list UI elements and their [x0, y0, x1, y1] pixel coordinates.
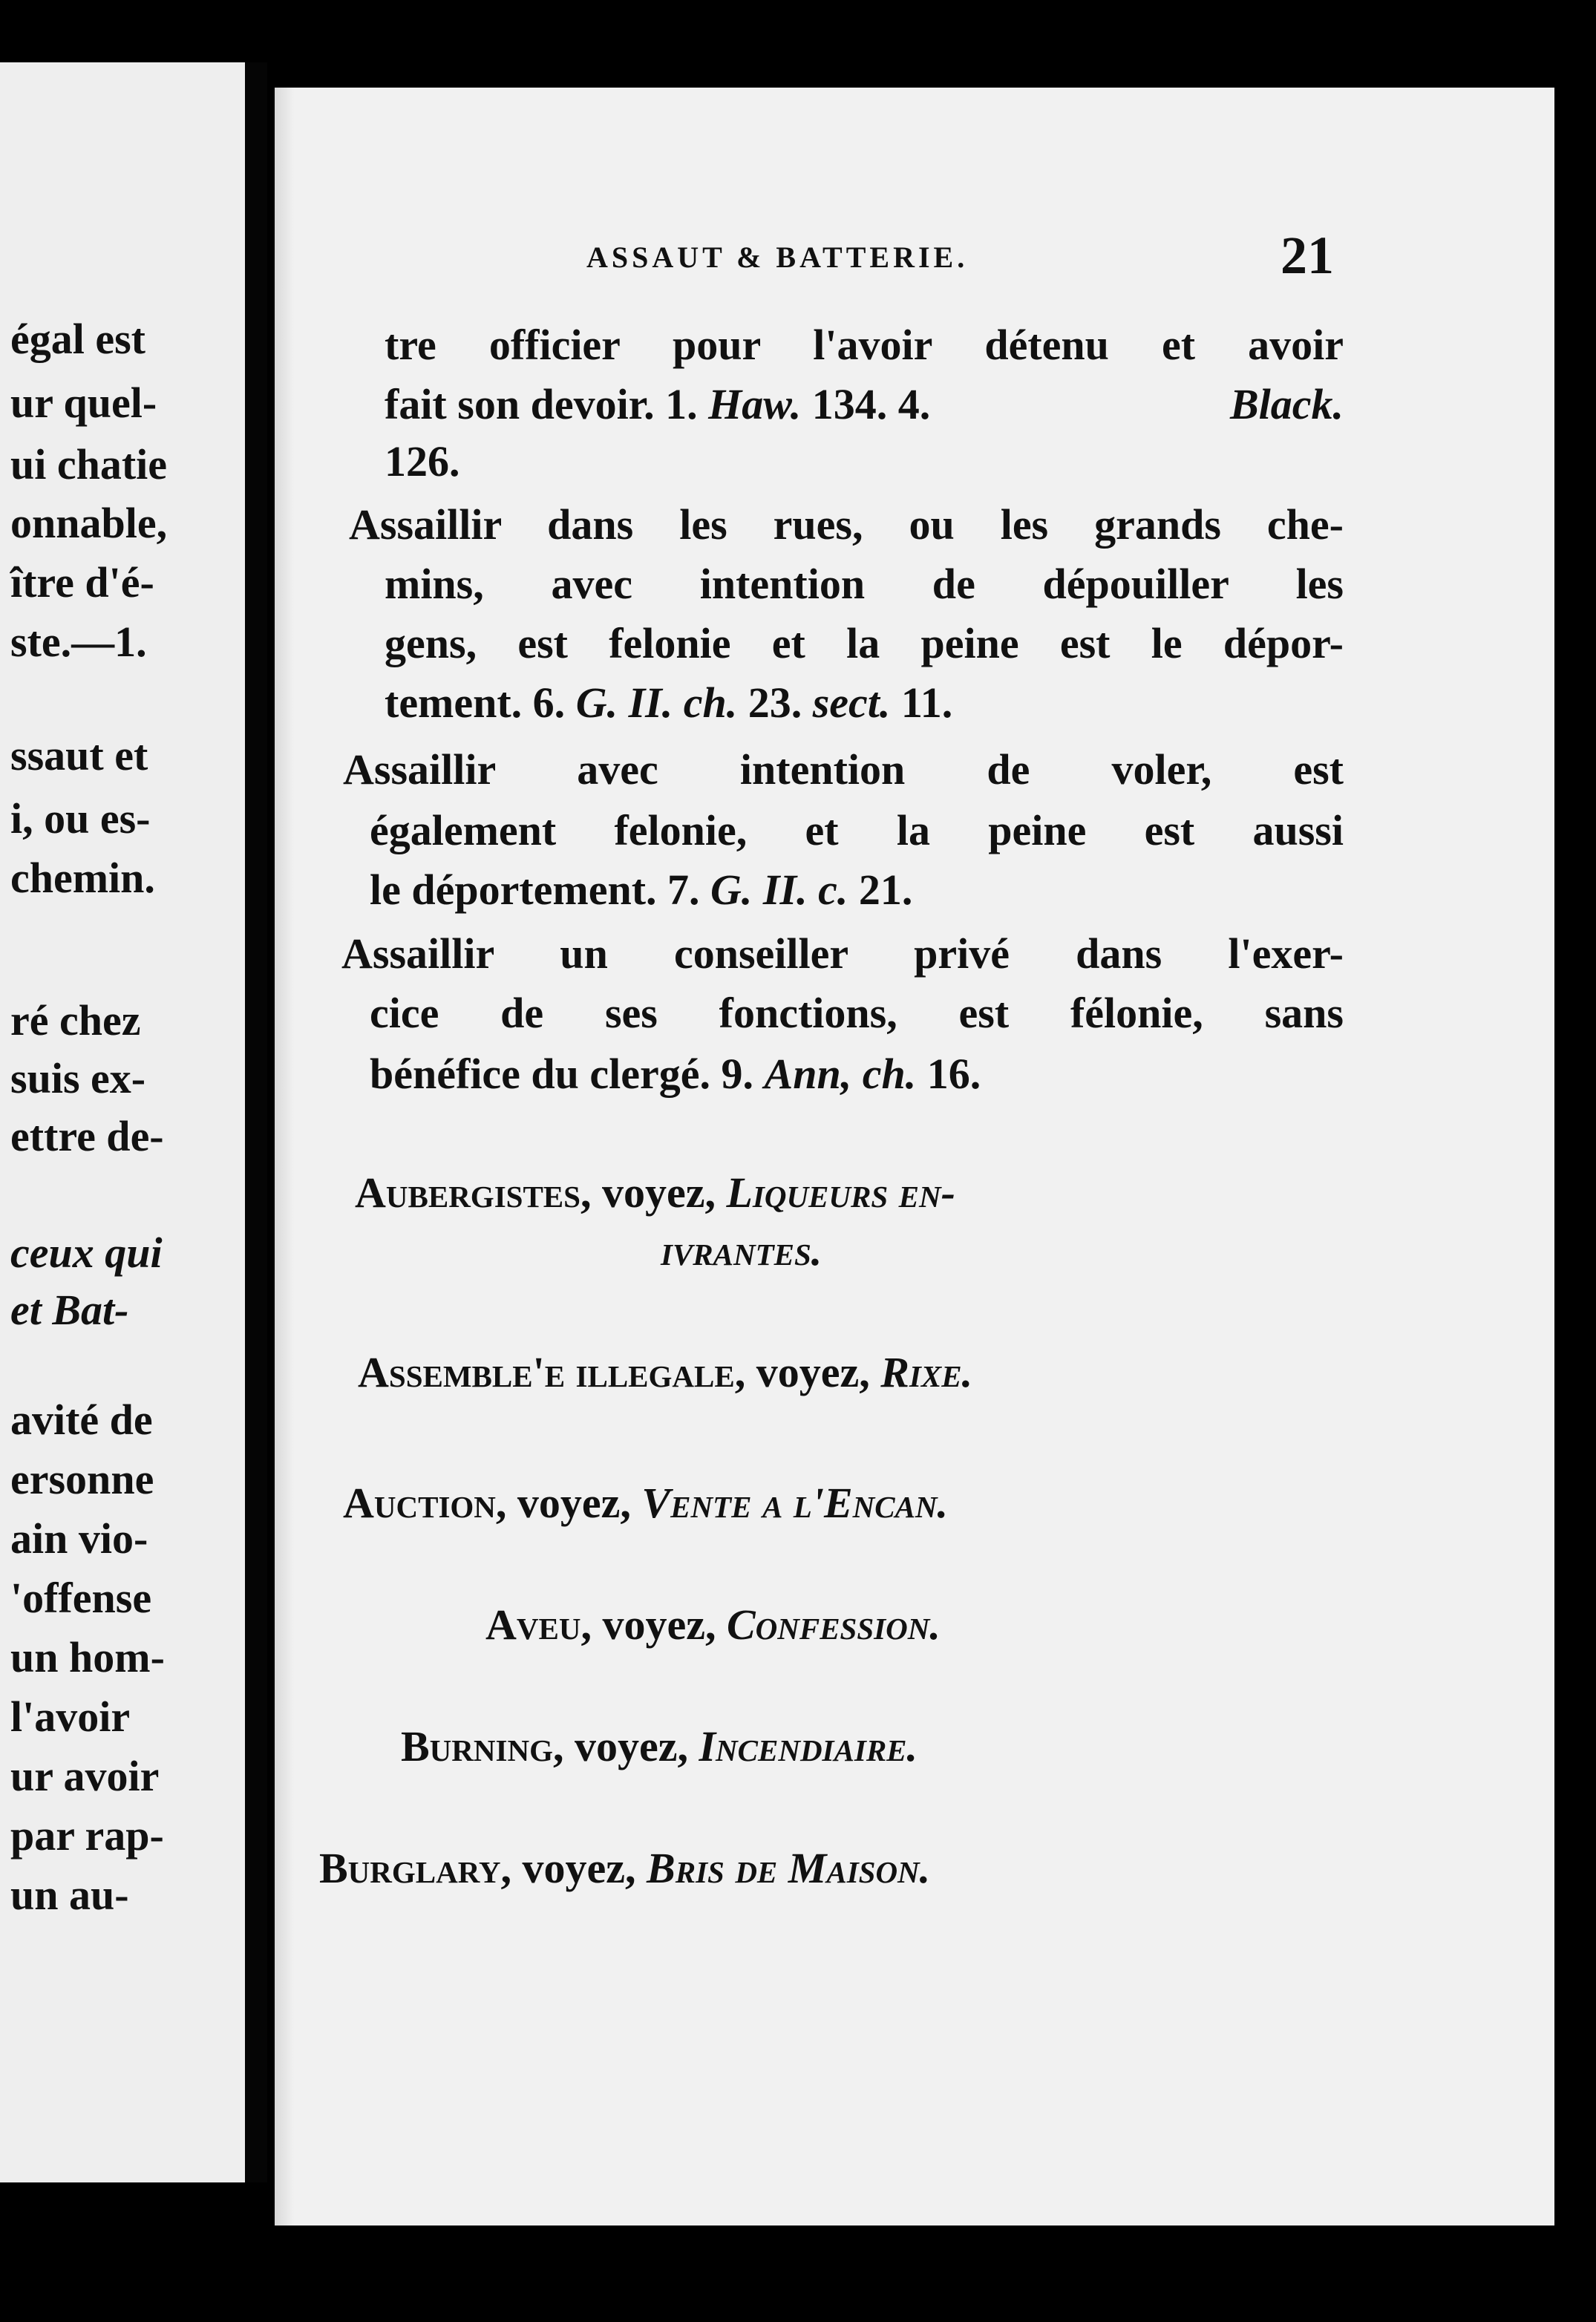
citation-italic: G. II. ch.	[575, 678, 738, 727]
left-fragment: ersonne	[10, 1455, 154, 1503]
xref-target: Liqueurs en-	[726, 1168, 955, 1217]
left-fragment: un au-	[10, 1871, 129, 1919]
cross-reference	[355, 1168, 955, 1217]
xref-term: Burglary	[319, 1844, 501, 1892]
citation-italic: Black.	[1229, 380, 1344, 428]
left-fragment: avité de	[10, 1396, 153, 1444]
text-run: fait son devoir. 1.	[385, 380, 709, 428]
text-line: cice de ses fonctions, est félonie, sans	[370, 989, 1344, 1037]
cross-reference	[319, 1844, 931, 1892]
text-run: 11.	[890, 678, 953, 727]
left-fragment: suis ex-	[10, 1054, 146, 1102]
text-line	[385, 380, 1344, 428]
text-run: 21.	[848, 866, 913, 914]
text-line: Assaillir dans les rues, ou les grands che-	[349, 500, 1344, 549]
left-fragment: ître d'é-	[10, 558, 154, 606]
cross-reference	[401, 1722, 918, 1770]
left-fragment: ain vio-	[10, 1514, 148, 1563]
left-fragment: i, ou es-	[10, 794, 151, 843]
text-line: tre officier pour l'avoir détenu et avoir	[385, 321, 1344, 369]
text-line	[385, 678, 953, 727]
left-fragment: onnable,	[10, 499, 168, 547]
xref-term: Auction	[343, 1479, 496, 1527]
xref-target: Bris de Maison.	[647, 1844, 931, 1892]
citation-italic: sect.	[812, 678, 891, 727]
citation-italic: G. II. c.	[710, 866, 848, 914]
text-line: mins, avec intention de dépouiller les	[385, 560, 1344, 608]
left-facing-page	[0, 62, 245, 2182]
text-run: bénéfice du clergé. 9.	[370, 1050, 765, 1098]
xref-term: Aveu	[485, 1600, 581, 1649]
text-run: le déportement. 7.	[370, 866, 711, 914]
text-line	[370, 1050, 981, 1098]
left-fragment: ur avoir	[10, 1752, 160, 1800]
xref-voyez: , voyez,	[580, 1600, 727, 1649]
xref-term: Burning	[401, 1722, 553, 1770]
left-fragment: ui chatie	[10, 440, 168, 488]
citation-italic: Haw.	[708, 380, 802, 428]
page-number: 21	[1281, 226, 1334, 285]
running-head: ASSAUT & BATTERIE.	[586, 241, 969, 274]
text-line: 126.	[385, 437, 460, 485]
left-fragment: chemin.	[10, 854, 155, 902]
text-run: 134. 4.	[801, 380, 931, 428]
xref-voyez: , voyez,	[734, 1348, 881, 1396]
xref-target: Confession.	[726, 1600, 941, 1649]
left-fragment: ste.—1.	[10, 618, 147, 666]
main-page	[275, 88, 1554, 2225]
left-fragment: et Bat-	[10, 1286, 129, 1334]
text-line: Assaillir un conseiller privé dans l'exer-	[341, 929, 1344, 978]
xref-target: Rixe.	[880, 1348, 973, 1396]
text-run	[385, 380, 931, 428]
text-line: également felonie, et la peine est aussi	[370, 806, 1344, 854]
left-fragment: un hom-	[10, 1633, 165, 1681]
xref-voyez: , voyez,	[500, 1844, 647, 1892]
text-line: gens, est felonie et la peine est le dépor-	[385, 619, 1344, 667]
text-line: Assaillir avec intention de voler, est	[343, 745, 1344, 794]
xref-term: Aubergistes	[355, 1168, 580, 1217]
left-fragment: ceux qui	[10, 1229, 163, 1277]
citation-italic: Ann, ch.	[764, 1050, 917, 1098]
xref-term: Assemble'e illegale	[358, 1348, 735, 1396]
xref-voyez: , voyez,	[580, 1168, 727, 1217]
text-run: 23.	[737, 678, 813, 727]
left-fragment: ur quel-	[10, 379, 157, 427]
text-line	[370, 866, 913, 914]
cross-reference-continuation	[661, 1226, 822, 1275]
left-fragment: ré chez	[10, 996, 141, 1044]
cross-reference	[343, 1479, 949, 1527]
left-fragment: par rap-	[10, 1811, 164, 1860]
left-fragment: 'offense	[10, 1574, 152, 1622]
text-run: 16.	[916, 1050, 981, 1098]
text-run: tement. 6.	[385, 678, 576, 727]
left-fragment: ettre de-	[10, 1112, 164, 1160]
xref-voyez: , voyez,	[495, 1479, 642, 1527]
gutter-shadow	[275, 88, 294, 2225]
cross-reference	[358, 1348, 973, 1396]
left-fragment: l'avoir	[10, 1693, 131, 1741]
xref-target: Incendiaire.	[699, 1722, 918, 1770]
left-fragment: ssaut et	[10, 731, 148, 779]
left-fragment: égal est	[10, 315, 145, 363]
xref-target: ivrantes.	[661, 1226, 822, 1275]
xref-target: Vente a l'Encan.	[641, 1479, 949, 1527]
book-spine-gutter	[245, 62, 267, 2182]
cross-reference	[485, 1600, 941, 1649]
xref-voyez: , voyez,	[552, 1722, 699, 1770]
